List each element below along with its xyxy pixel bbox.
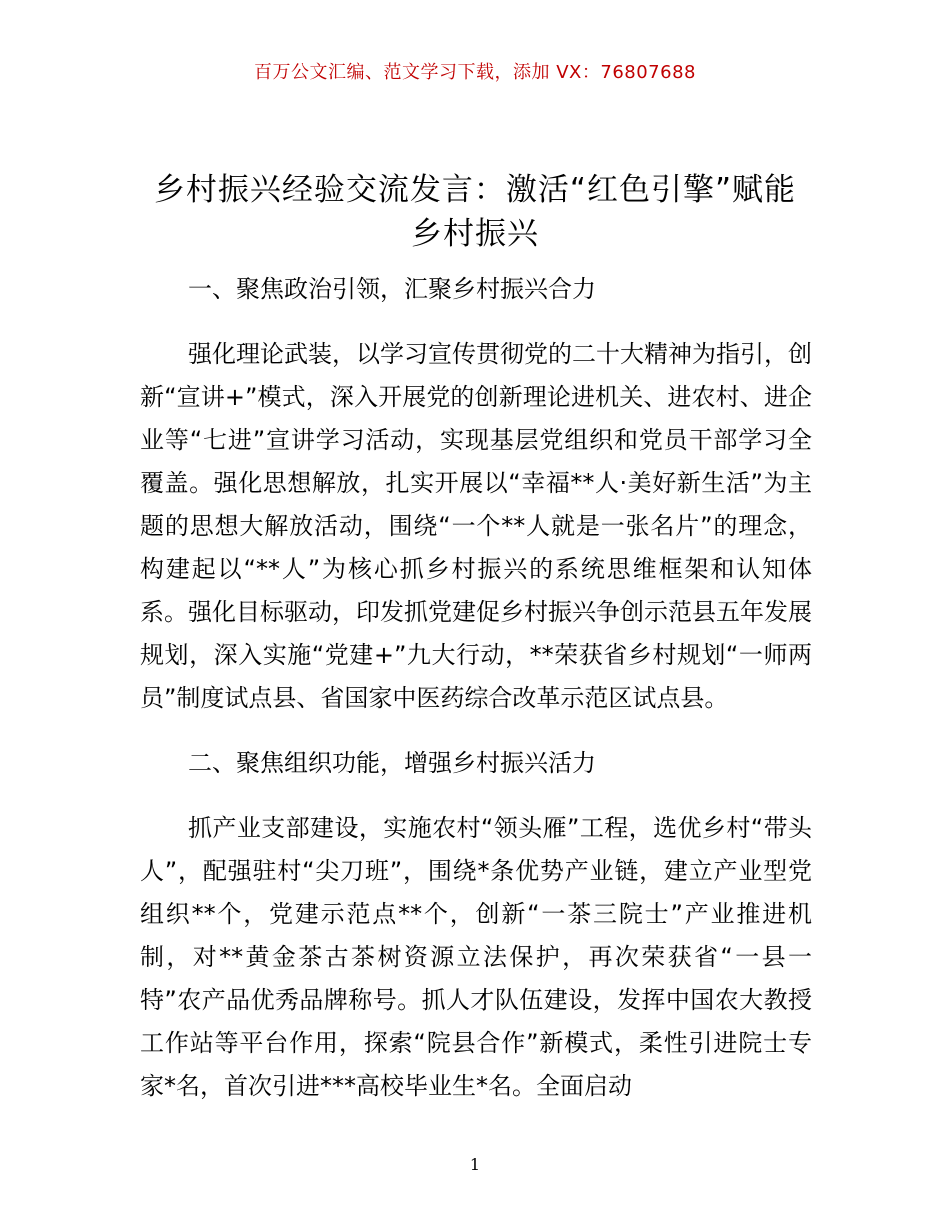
watermark-header: 百万公文汇编、范文学习下载，添加 VX：76807688: [254, 62, 696, 83]
section-heading: 一、聚焦政治引领，汇聚乡村振兴合力: [188, 275, 596, 303]
section-paragraph: 强化理论武装，以学习宣传贯彻党的二十大精神为指引，创新“宣讲+”模式，深入开展党的创新理论进机关、进农村、进企业等“七进”宣讲学习活动，实现基层党组织和党员干部学习全覆盖。强化思想解放，扎实开展以“幸福**人·美好新生活”为主题的思想大解放活动，围绕“一个**人就是一张名片”的理念，构建起以“**人”为核心抓乡村振兴的系统思维框架和认知体系。强化目标驱动，印发抓党建促乡村振兴争创示范县五年发展规划，深入实施“党建+”九大行动，**荣获省乡村规划“一师两员”制度试点县、省国家中医药综合改革示范区试点县。: [140, 340, 812, 712]
section-heading: 二、聚焦组织功能，增强乡村振兴活力: [188, 749, 596, 777]
section-paragraph: 抓产业支部建设，实施农村“领头雁”工程，选优乡村“带头人”，配强驻村“尖刀班”，围绕*条优势产业链，建立产业型党组织**个，党建示范点**个，创新“一茶三院士”产业推进机制，对**黄金茶古茶树资源立法保护，再次荣获省“一县一特”农产品优秀品牌称号。抓人才队伍建设，发挥中国农大教授工作站等平台作用，探索“院县合作”新模式，柔性引进院士专家*名，首次引进***高校毕业生*名。全面启动: [140, 814, 812, 1100]
document-title: 乡村振兴经验交流发言：激活“红色引擎”赋能乡村振兴: [153, 172, 797, 252]
document-body: [140, 268, 812, 1130]
page-number: 1: [469, 1155, 481, 1174]
